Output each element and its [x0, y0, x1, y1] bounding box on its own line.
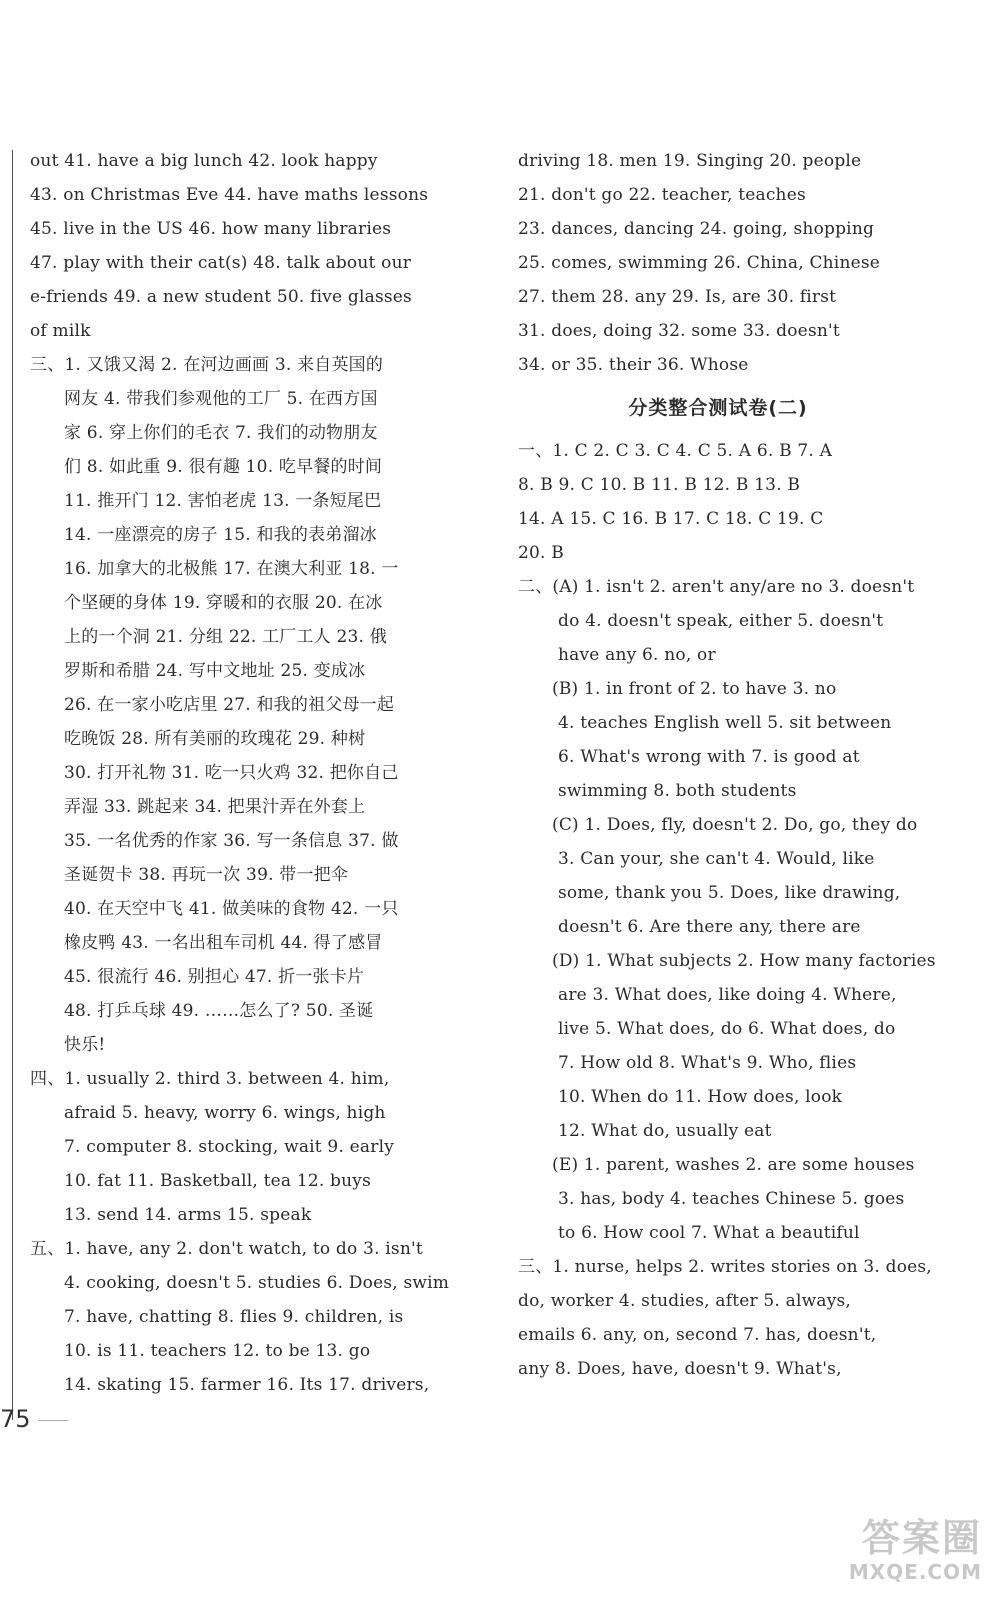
answer-line: 47. play with their cat(s) 48. talk about our	[30, 253, 412, 273]
answer-line: 10. fat 11. Basketball, tea 12. buys	[64, 1171, 372, 1191]
answer-line: 14. 一座漂亮的房子 15. 和我的表弟溜冰	[64, 525, 377, 545]
answer-line: 45. live in the US 46. how many libraries	[30, 219, 392, 239]
right-column-test-answers	[518, 434, 936, 1386]
answer-line: 7. have, chatting 8. flies 9. children, is	[64, 1307, 404, 1327]
answer-line: live 5. What does, do 6. What does, do	[558, 1019, 896, 1039]
answer-line: 30. 打开礼物 31. 吃一只火鸡 32. 把你自己	[64, 763, 399, 783]
answer-line: (D) 1. What subjects 2. How many factories	[552, 951, 936, 971]
answer-line: 34. or 35. their 36. Whose	[518, 355, 749, 375]
answer-line: out 41. have a big lunch 42. look happy	[30, 151, 378, 171]
margin-rule	[12, 150, 13, 1420]
answer-line: 43. on Christmas Eve 44. have maths lessons	[30, 185, 429, 205]
answer-line: 16. 加拿大的北极熊 17. 在澳大利亚 18. 一	[64, 559, 399, 579]
answer-line: 21. don't go 22. teacher, teaches	[518, 185, 806, 205]
left-column	[30, 144, 470, 1402]
answer-line: 7. computer 8. stocking, wait 9. early	[64, 1137, 395, 1157]
answer-line: e-friends 49. a new student 50. five glasses	[30, 287, 412, 307]
right-column	[518, 144, 936, 1386]
answer-line: 五、1. have, any 2. don't watch, to do 3. isn't	[30, 1239, 423, 1259]
page-number-rule	[38, 1420, 68, 1421]
watermark-url: MXQE.COM	[848, 1560, 982, 1584]
answer-line: do 4. doesn't speak, either 5. doesn't	[558, 611, 884, 631]
answer-line: do, worker 4. studies, after 5. always,	[518, 1291, 852, 1311]
answer-line: swimming 8. both students	[558, 781, 797, 801]
answer-line: 26. 在一家小吃店里 27. 和我的祖父母一起	[64, 695, 395, 715]
answer-line: 四、1. usually 2. third 3. between 4. him,	[30, 1069, 390, 1089]
answer-line: to 6. How cool 7. What a beautiful	[558, 1223, 860, 1243]
answer-line: of milk	[30, 321, 91, 341]
answer-line: (C) 1. Does, fly, doesn't 2. Do, go, they do	[552, 815, 918, 835]
answer-line: afraid 5. heavy, worry 6. wings, high	[64, 1103, 386, 1123]
answer-line: 8. B 9. C 10. B 11. B 12. B 13. B	[518, 475, 801, 495]
answer-line: 4. cooking, doesn't 5. studies 6. Does, swim	[64, 1273, 450, 1293]
page-number: 75	[0, 1405, 31, 1433]
answer-line: 35. 一名优秀的作家 36. 写一条信息 37. 做	[64, 831, 399, 851]
answer-line: emails 6. any, on, second 7. has, doesn't,	[518, 1325, 877, 1345]
watermark-logo: 答案圈	[861, 1516, 982, 1560]
answer-line: (E) 1. parent, washes 2. are some houses	[552, 1155, 915, 1175]
answer-line: 一、1. C 2. C 3. C 4. C 5. A 6. B 7. A	[518, 441, 833, 461]
answer-line: 三、1. nurse, helps 2. writes stories on 3. does,	[518, 1257, 932, 1277]
answer-line: 上的一个洞 21. 分组 22. 工厂工人 23. 俄	[64, 627, 387, 647]
answer-line: are 3. What does, like doing 4. Where,	[558, 985, 897, 1005]
answer-line: 48. 打乒乓球 49. ……怎么了? 50. 圣诞	[64, 1001, 374, 1021]
answer-line: 12. What do, usually eat	[558, 1121, 772, 1141]
answer-line: 14. skating 15. farmer 16. Its 17. drivers,	[64, 1375, 430, 1395]
answer-line: 圣诞贺卡 38. 再玩一次 39. 带一把伞	[64, 865, 349, 885]
answer-line: 快乐!	[64, 1035, 106, 1055]
answer-line: 6. What's wrong with 7. is good at	[558, 747, 860, 767]
answer-line: 10. is 11. teachers 12. to be 13. go	[64, 1341, 371, 1361]
answer-line: 10. When do 11. How does, look	[558, 1087, 843, 1107]
answer-line: 4. teaches English well 5. sit between	[558, 713, 892, 733]
answer-line: 们 8. 如此重 9. 很有趣 10. 吃早餐的时间	[64, 457, 383, 477]
answer-line: 14. A 15. C 16. B 17. C 18. C 19. C	[518, 509, 824, 529]
answer-line: 弄湿 33. 跳起来 34. 把果汁弄在外套上	[64, 797, 366, 817]
answer-line: 家 6. 穿上你们的毛衣 7. 我们的动物朋友	[64, 423, 378, 443]
answer-line: 网友 4. 带我们参观他的工厂 5. 在西方国	[64, 389, 378, 409]
answer-line: 40. 在天空中飞 41. 做美味的食物 42. 一只	[64, 899, 399, 919]
answer-line: doesn't 6. Are there any, there are	[558, 917, 861, 937]
right-column-continuation	[518, 144, 918, 382]
answer-line: 罗斯和希腊 24. 写中文地址 25. 变成冰	[64, 661, 366, 681]
answer-line: have any 6. no, or	[558, 645, 716, 665]
answer-line: 13. send 14. arms 15. speak	[64, 1205, 312, 1225]
answer-line: 45. 很流行 46. 别担心 47. 折一张卡片	[64, 967, 365, 987]
answer-line: 3. has, body 4. teaches Chinese 5. goes	[558, 1189, 905, 1209]
answer-line: 25. comes, swimming 26. China, Chinese	[518, 253, 881, 273]
answer-line: (B) 1. in front of 2. to have 3. no	[552, 679, 837, 699]
answer-line: 31. does, doing 32. some 33. doesn't	[518, 321, 840, 341]
answer-line: driving 18. men 19. Singing 20. people	[518, 151, 862, 171]
answer-line: 三、1. 又饿又渴 2. 在河边画画 3. 来自英国的	[30, 355, 384, 375]
answer-line: 吃晚饭 28. 所有美丽的玫瑰花 29. 种树	[64, 729, 366, 749]
answer-line: some, thank you 5. Does, like drawing,	[558, 883, 901, 903]
answer-line: 橡皮鸭 43. 一名出租车司机 44. 得了感冒	[64, 933, 383, 953]
answer-line: 3. Can your, she can't 4. Would, like	[558, 849, 875, 869]
section-title: 分类整合测试卷(二)	[628, 397, 808, 419]
answer-line: 20. B	[518, 543, 564, 563]
answer-line: 23. dances, dancing 24. going, shopping	[518, 219, 875, 239]
answer-line: 11. 推开门 12. 害怕老虎 13. 一条短尾巴	[64, 491, 382, 511]
answer-line: any 8. Does, have, doesn't 9. What's,	[518, 1359, 842, 1379]
answer-line: 27. them 28. any 29. Is, are 30. first	[518, 287, 837, 307]
answer-line: 个坚硬的身体 19. 穿暖和的衣服 20. 在冰	[64, 593, 383, 613]
answer-line: 7. How old 8. What's 9. Who, flies	[558, 1053, 857, 1073]
answer-line: 二、(A) 1. isn't 2. aren't any/are no 3. doesn't	[518, 577, 915, 597]
watermark	[822, 1516, 982, 1586]
